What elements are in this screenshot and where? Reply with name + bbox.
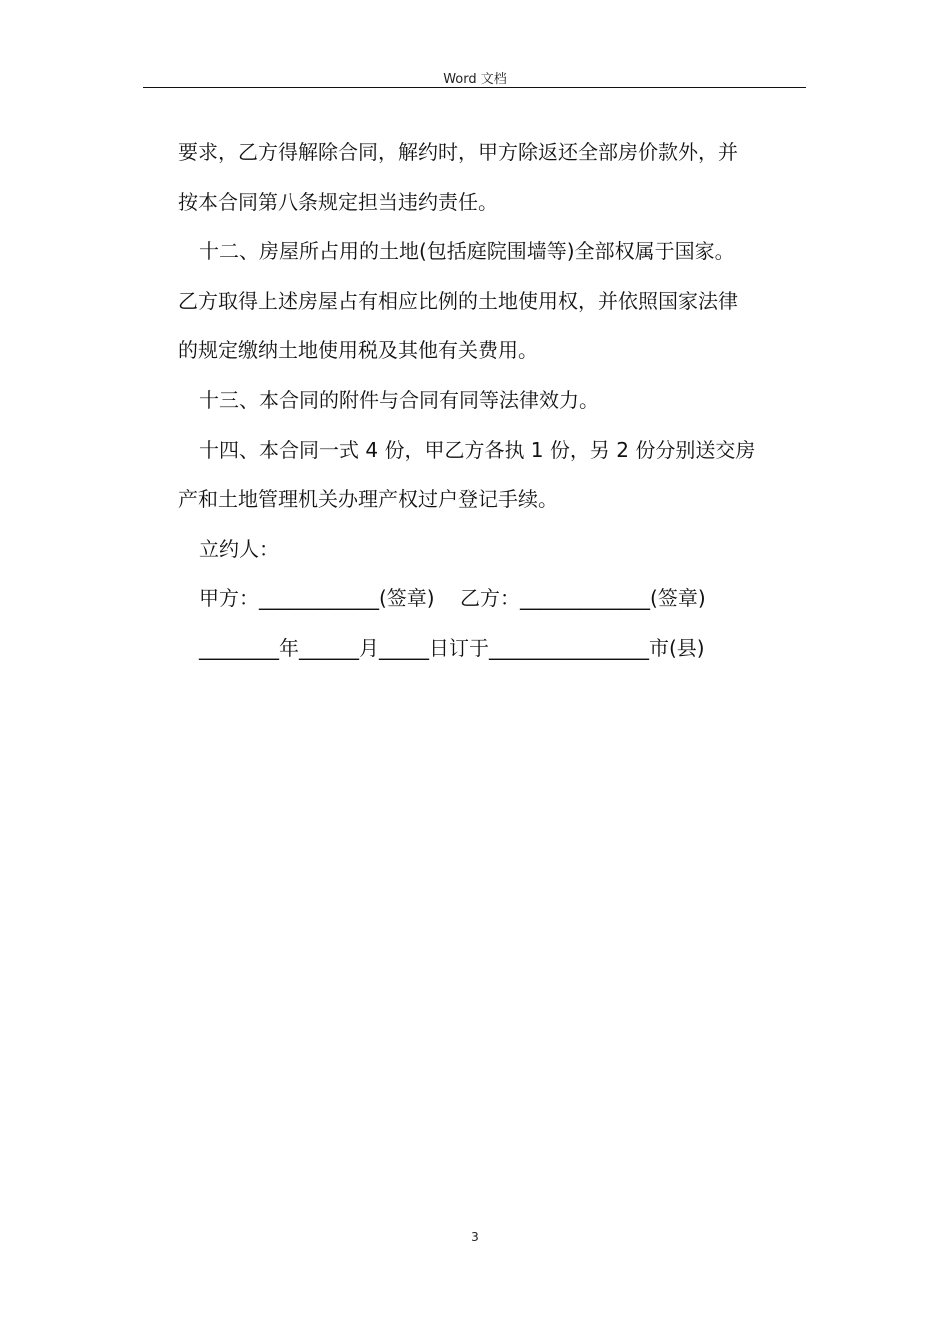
document-body xyxy=(178,128,808,674)
paragraph-line: 的规定缴纳土地使用税及其他有关费用。 xyxy=(178,338,538,363)
clause-12-line: 十二、房屋所占用的土地(包括庭院围墙等)全部权属于国家。 xyxy=(199,239,735,264)
paragraph-line: 按本合同第八条规定担当违约责任。 xyxy=(178,189,498,214)
header-divider xyxy=(143,87,806,88)
page-number: 3 xyxy=(471,1230,479,1244)
paragraph-line: 乙方取得上述房屋占有相应比例的土地使用权，并依照国家法律 xyxy=(178,288,738,313)
signatories-label: 立约人： xyxy=(199,536,279,561)
signature-line: 甲方：____________(签章) 乙方：_____________(签章) xyxy=(199,586,706,611)
paragraph-line: 产和土地管理机关办理产权过户登记手续。 xyxy=(178,487,558,512)
header-title: Word 文档 xyxy=(443,72,507,87)
paragraph-line: 要求，乙方得解除合同，解约时，甲方除返还全部房价款外，并 xyxy=(178,140,738,164)
date-place-line: ________年______月_____日订于________________市(县) xyxy=(199,635,705,660)
clause-13-line: 十三、本合同的附件与合同有同等法律效力。 xyxy=(199,387,599,412)
clause-14-line: 十四、本合同一式 4 份，甲乙方各执 1 份，另 2 份分别送交房 xyxy=(199,437,756,462)
